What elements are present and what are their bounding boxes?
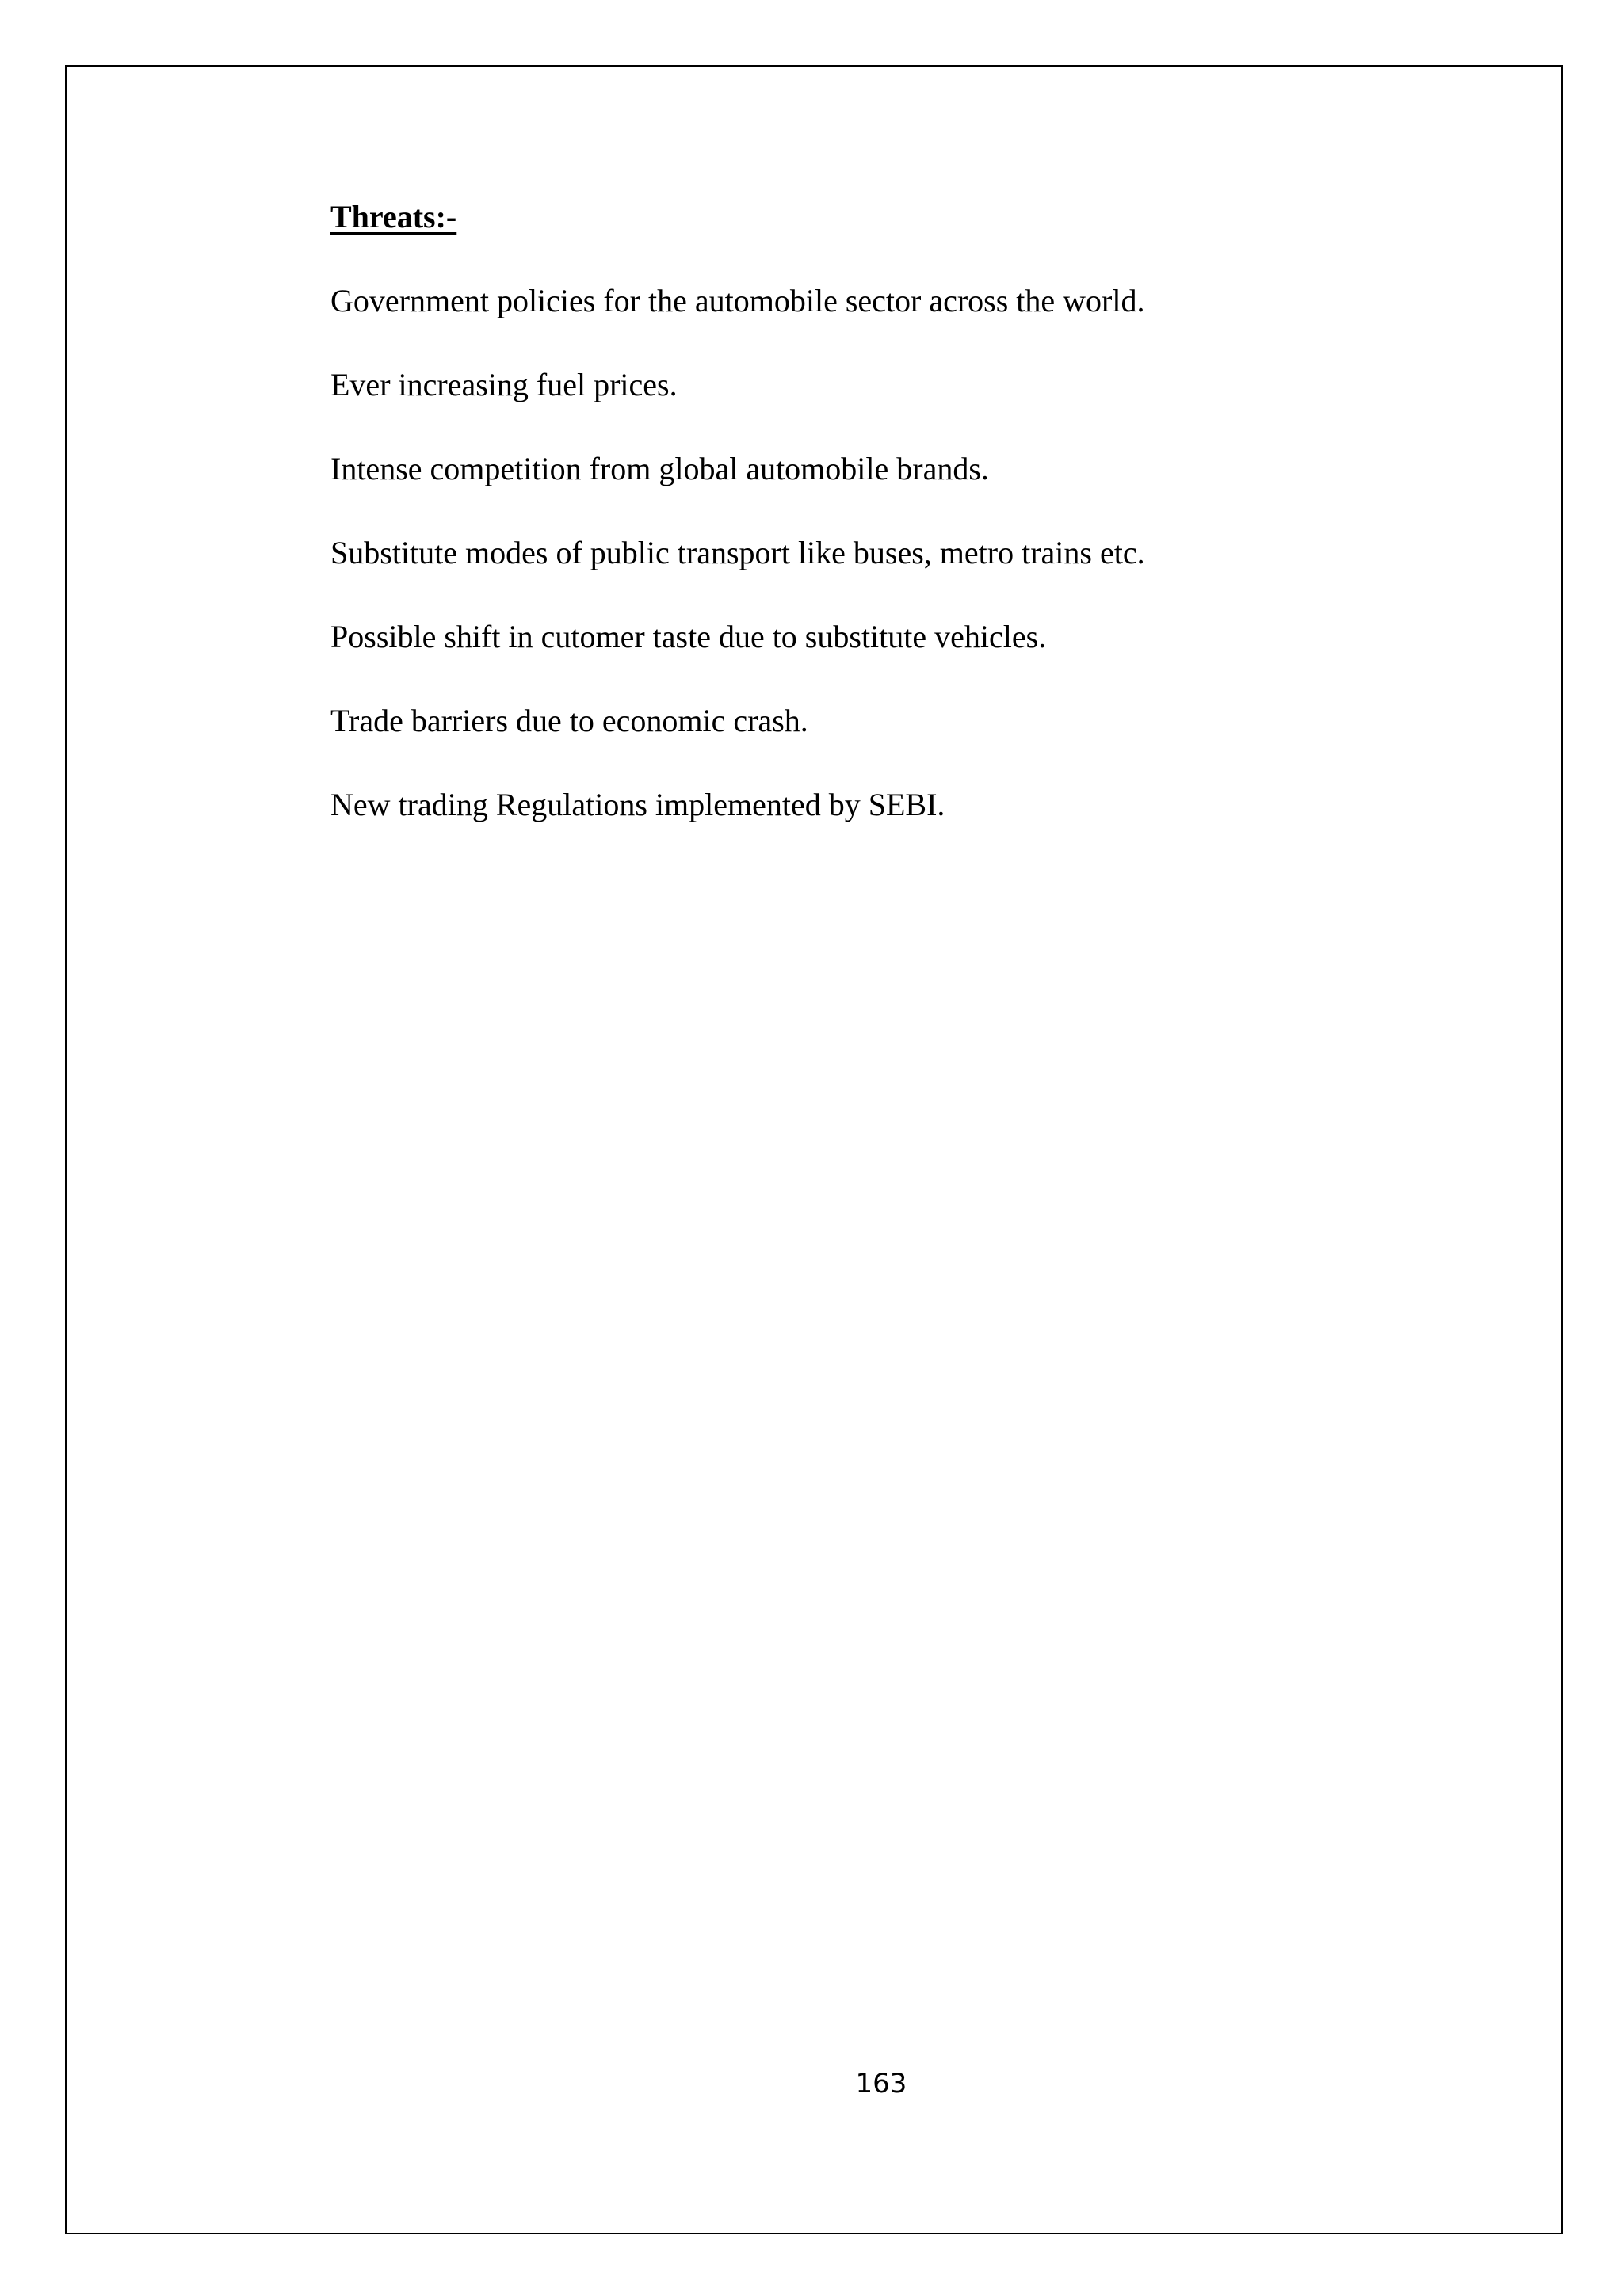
threat-item: Ever increasing fuel prices. <box>330 367 678 402</box>
section-heading: Threats:- <box>330 199 457 235</box>
threat-item: Intense competition from global automobile brands. <box>330 451 989 486</box>
threat-item: Substitute modes of public transport like buses, metro trains etc. <box>330 535 1145 570</box>
threat-item: New trading Regulations implemented by SEBI. <box>330 787 945 822</box>
threat-list <box>330 277 1480 829</box>
threat-item: Possible shift in cutomer taste due to substitute vehicles. <box>330 619 1047 654</box>
page-content <box>330 193 1480 829</box>
threat-item: Government policies for the automobile sector across the world. <box>330 283 1145 318</box>
threat-item: Trade barriers due to economic crash. <box>330 703 808 738</box>
page-number: 163 <box>855 2068 907 2100</box>
